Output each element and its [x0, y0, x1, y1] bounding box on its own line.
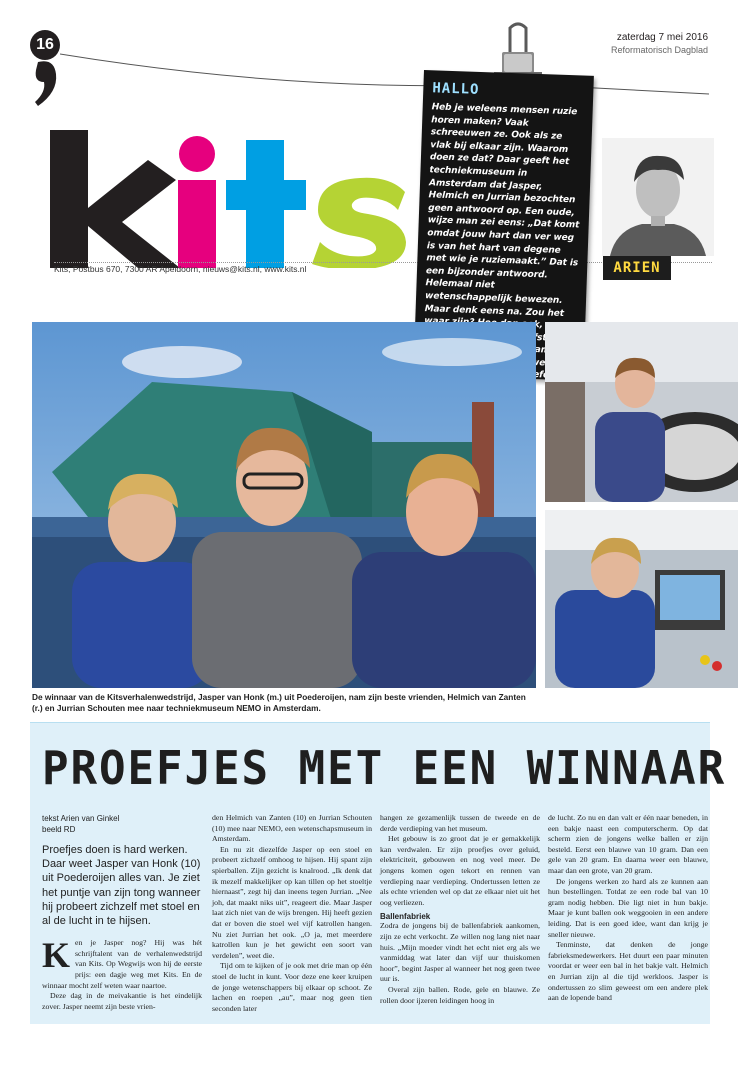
kits-logo [50, 118, 430, 268]
article-paragraph: den Helmich van Zanten (10) en Jurrian Schouten (10) mee naar NEMO, een wetenschapsmuseum in Amsterdam. [212, 813, 372, 844]
page-number: 16 [30, 30, 60, 60]
contact-line: Kits, Postbus 670, 7300 AR Apeldoorn, nieuws@kits.nl, www.kits.nl [54, 264, 307, 274]
edition-date: zaterdag 7 mei 2016 [616, 32, 708, 43]
author-portrait [602, 138, 714, 256]
article-paragraph: En nu zit diezelfde Jasper op een stoel en probeert zichzelf omhoog te hijsen. Hij spant zijn spierballen. Zijn gezicht is knalrood. „Ik denk dat ik mezelf makkelijker op kan tillen op het stoeltje hiernaast”, zegt hij dan ineens tegen Jurrian. „Nee joh, dat maakt niks uit”, reageert die. Maar Jasper laat zich niet van de wijs brengen. Hij heeft gezien dat er boven die stoel wel vijf katrollen hangen. Nu ziet Jurrian het ook. „O ja, met meerdere katrollen kun je het gewicht een soort van verdelen”, weet die. [212, 844, 372, 960]
article-column-1 [42, 813, 202, 1012]
paragraph-text: en je Jasper nog? Hij was hét schrijftalent van de verhalenwedstrijd van Kits. Op Wegwijs won hij de eerste prijs: een dagje weg met Kits. En de winnaar mocht zelf weten waar naartoe. [42, 938, 202, 990]
logo-letter-t [226, 140, 306, 268]
drop-cap: K [42, 935, 71, 976]
article-paragraph: hangen ze gezamenlijk tussen de tweede en de derde verdieping van het museum. [380, 813, 540, 833]
comma-mark [32, 58, 62, 108]
article-paragraph: Overal zijn ballen. Rode, gele en blauwe. Ze rollen door ijzeren leidingen hoog in [380, 984, 540, 1005]
article-headline: PROEFJES MET EEN WINNAAR [42, 741, 727, 795]
article-column-2 [212, 813, 372, 1014]
logo-letter-s [312, 178, 406, 268]
logo-letter-k [50, 130, 180, 268]
article-paragraph: Tijd om te kijken of je ook met drie man op één stoel de lucht in kunt. Voor deze ene keer kruipen de jonge wetenschappers bij elkaar op schoot. Ze lachen en roepen „au”, maar nog geen tien seconden later [212, 961, 372, 1013]
article-paragraph: Tenminste, dat denken de jonge fabrieksmedewerkers. Het duurt een paar minuten voordat er weer een bal in het bakje valt. Helmich en Jurrian zijn al die tijd werkloos. Jasper is ondertussen zo slim geweest om een andere plek aan de lopende band [548, 940, 708, 1003]
article-column-4 [548, 813, 708, 1004]
article-subheading: Ballenfabriek [380, 912, 431, 922]
article-credits [42, 813, 202, 835]
hanging-wire [60, 48, 710, 108]
article-paragraph: Deze dag in de meivakantie is het eindelijk zover. Jasper neemt zijn beste vrien- [42, 991, 202, 1011]
article-paragraph: Het gebouw is zo groot dat je er gemakkelijk kan verdwalen. Er zijn proefjes over geluid, elektriciteit, gebouwen en nog veel meer. De jongens komen ogen tekort en rennen van verdieping naar verdieping. Ondertussen letten ze als echte vrienden wel op dat ze elkaar niet uit het oog verliezen. [380, 834, 540, 907]
museum-photo-top [545, 322, 738, 502]
article-paragraph: Zodra de jongens bij de ballenfabriek aankomen, zijn ze echt verkocht. Ze willen nog lang niet naar huis. „Mijn moeder vindt het echt niet erg als we vanmiddag wat later dan vijf uur thuiskomen hoor”, begint Jasper al wanneer het nog geen twee uur is. [380, 921, 540, 984]
article-paragraph: de lucht. Zo nu en dan valt er één naar beneden, in een bakje naast een computerscherm. Op dat scherm zien de jongens welke ballen er zijn besteld. Eerst een blauwe van 10 gram. Dan een gele van 20 gram. En daarna weer een blauwe, maar dan een grote, van 20 gram. [548, 813, 708, 875]
credit-photo: beeld RD [42, 825, 76, 834]
article-block [30, 722, 727, 1024]
article-column-3 [380, 813, 540, 1006]
article-paragraph: De jongens werken zo hard als ze kunnen aan hun bestellingen. Totdat ze een rode bal van 10 gram nodig hebben. Die ligt niet in hun bakje. Maar je kunt ballen ook weggooien in een andere leiding. Dat is een goed idee, want dan krijg je sneller nieuwe. [548, 876, 708, 939]
credit-text: tekst Arien van Ginkel [42, 814, 120, 823]
hallo-heading: HALLO [432, 80, 480, 98]
main-photo [32, 322, 536, 688]
article-paragraph [42, 935, 202, 991]
author-label: ARIEN [603, 256, 671, 280]
hallo-text: Heb je weleens mensen ruzie horen maken? Vaak schreeuwen ze. Ook als ze vlak bij elkaar zijn. Waarom doen ze dat? Daar geeft het techniekmuseum in Amsterdam dat Jasper, Helmich en Jurrian bezochten geen antwoord op. Een oude, wijze man zei eens: „Dat komt omdat jouw hart dan ver weg is van het hart van degene met wie je ruziemaakt.” Dat is een bijzonder antwoord. Helemaal niet wetenschappelijk bewezen. Maar denk eens na. Zou het waar telefoon over jongens [424, 102, 580, 407]
article-lead: Proefjes doen is hard werken. Daar weet Jasper van Honk (10) uit Poederoijen alles van. Je ziet het puntje van zijn tong wanneer hij probeert zichzelf met stoel en al de lucht in te hijsen. [42, 844, 201, 928]
photo-caption: De winnaar van de Kitsverhalenwedstrijd, Jasper van Honk (m.) uit Poederoijen, nam zijn beste vrienden, Helmich van Zanten (r.) en Jurrian Schouten mee naar techniekmuseum NEMO in Amsterdam. [32, 692, 526, 713]
museum-photo-bottom [545, 510, 738, 688]
newspaper-name: Reformatorisch Dagblad [610, 45, 708, 55]
logo-letter-i [178, 136, 216, 268]
